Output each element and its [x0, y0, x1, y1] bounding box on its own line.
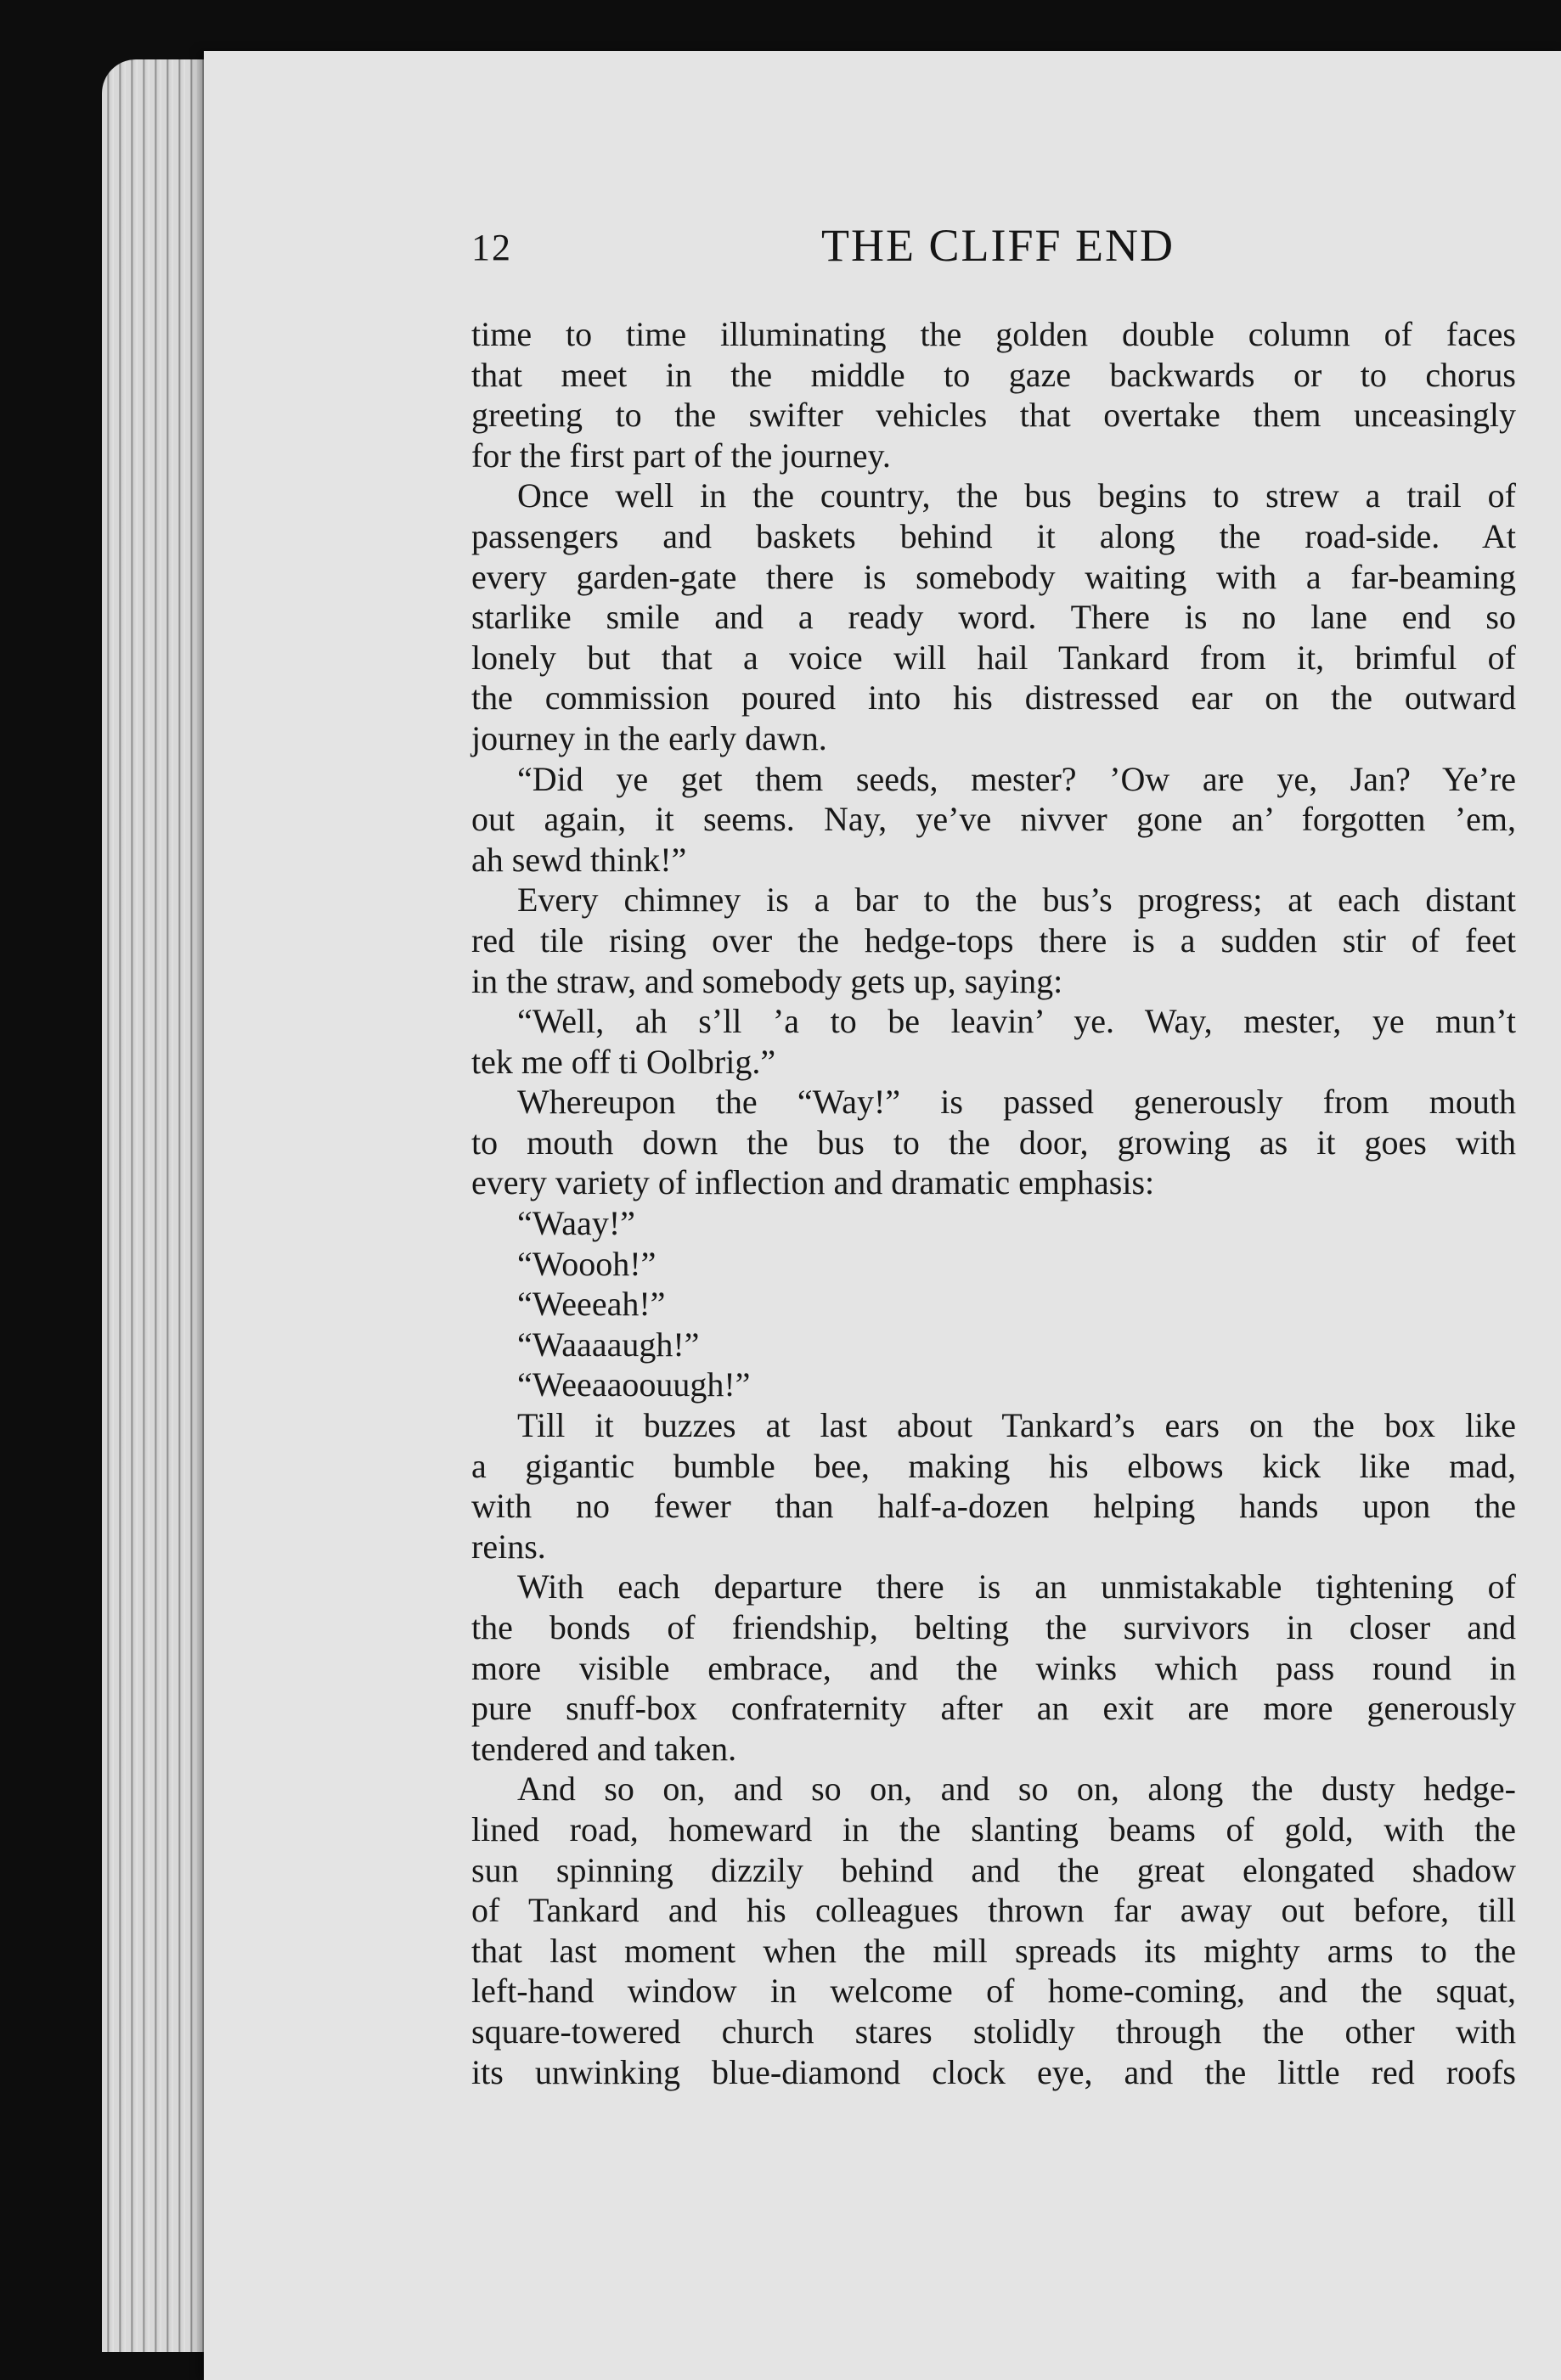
text-line: Once well in the country, the bus begins to strew a trail of [517, 476, 1516, 515]
text-line: time to time illuminating the golden double column of faces [471, 315, 1516, 353]
text-line: a gigantic bumble bee, making his elbows kick like mad, [471, 1446, 1516, 1485]
text-line: tendered and taken. [471, 1729, 737, 1768]
text-line: lined road, homeward in the slanting beams of gold, with the [471, 1809, 1516, 1848]
text-line: square-towered church stares stolidly through the other with [471, 2011, 1516, 2051]
text-line: “Weeaaoouugh!” [517, 1365, 751, 1404]
text-line: the bonds of friendship, belting the survivors in closer and [471, 1608, 1516, 1646]
text-line: “Woooh!” [517, 1244, 657, 1283]
text-line: Till it buzzes at last about Tankard’s ears on the box like [517, 1406, 1516, 1445]
text-line: every variety of inflection and dramatic emphasis: [471, 1163, 1155, 1202]
text-line: for the first part of the journey. [471, 436, 891, 475]
text-line: in the straw, and somebody gets up, saying: [471, 961, 1063, 1000]
text-line: reins. [471, 1527, 546, 1566]
text-line: tek me off ti Oolbrig.” [471, 1042, 776, 1081]
text-line: With each departure there is an unmistakable tightening of [517, 1567, 1516, 1606]
text-line: Every chimney is a bar to the bus’s progress; at each distant [517, 881, 1516, 920]
text-line: the commission poured into his distressed ear on the outward [471, 678, 1516, 717]
text-line: left-hand window in welcome of home-coming, and the squat, [471, 1972, 1516, 2011]
text-line: passengers and baskets behind it along the road-side. At [471, 516, 1516, 555]
body-text [471, 314, 1516, 2092]
page-number: 12 [471, 227, 512, 268]
page-header [471, 219, 1524, 287]
text-line: that last moment when the mill spreads its mighty arms to the [471, 1931, 1516, 1970]
text-line: its unwinking blue-diamond clock eye, and the little red roofs [471, 2052, 1516, 2091]
page-edges [102, 59, 221, 2352]
text-line: every garden-gate there is somebody waiting with a far-beaming [471, 557, 1516, 596]
text-line: starlike smile and a ready word. There is no lane end so [471, 598, 1516, 637]
text-line: “Did ye get them seeds, mester? ’Ow are ye, Jan? Ye’re [517, 759, 1516, 798]
text-line: that meet in the middle to gaze backwards or to chorus [471, 355, 1516, 394]
text-line: sun spinning dizzily behind and the great elongated shadow [471, 1850, 1516, 1889]
text-line: pure snuff-box confraternity after an exit are more generously [471, 1689, 1516, 1728]
text-line: journey in the early dawn. [471, 718, 827, 757]
text-line: more visible embrace, and the winks which pass round in [471, 1648, 1516, 1687]
text-line: “Weeeah!” [517, 1285, 666, 1324]
text-line: “Waaaaugh!” [517, 1325, 700, 1364]
text-line: “Waay!” [517, 1204, 635, 1243]
text-line: of Tankard and his colleagues thrown far away out before, till [471, 1891, 1516, 1930]
text-line: lonely but that a voice will hail Tankard from it, brimful of [471, 638, 1516, 677]
text-line: to mouth down the bus to the door, growing as it goes with [471, 1122, 1516, 1162]
text-line: “Well, ah s’ll ’a to be leavin’ ye. Way, mester, ye mun’t [517, 1002, 1516, 1041]
text-line: And so on, and so on, and so on, along the dusty hedge- [517, 1770, 1516, 1809]
running-title: THE CLIFF END [821, 220, 1175, 271]
text-line: greeting to the swifter vehicles that overtake them unceasingly [471, 396, 1516, 435]
text-line: ah sewd think!” [471, 840, 687, 879]
text-line: red tile rising over the hedge-tops there is a sudden stir of feet [471, 920, 1516, 959]
text-line: Whereupon the “Way!” is passed generously from mouth [517, 1083, 1516, 1122]
text-line: with no fewer than half-a-dozen helping hands upon the [471, 1487, 1516, 1526]
text-line: out again, it seems. Nay, ye’ve nivver gone an’ forgotten ’em, [471, 800, 1516, 839]
